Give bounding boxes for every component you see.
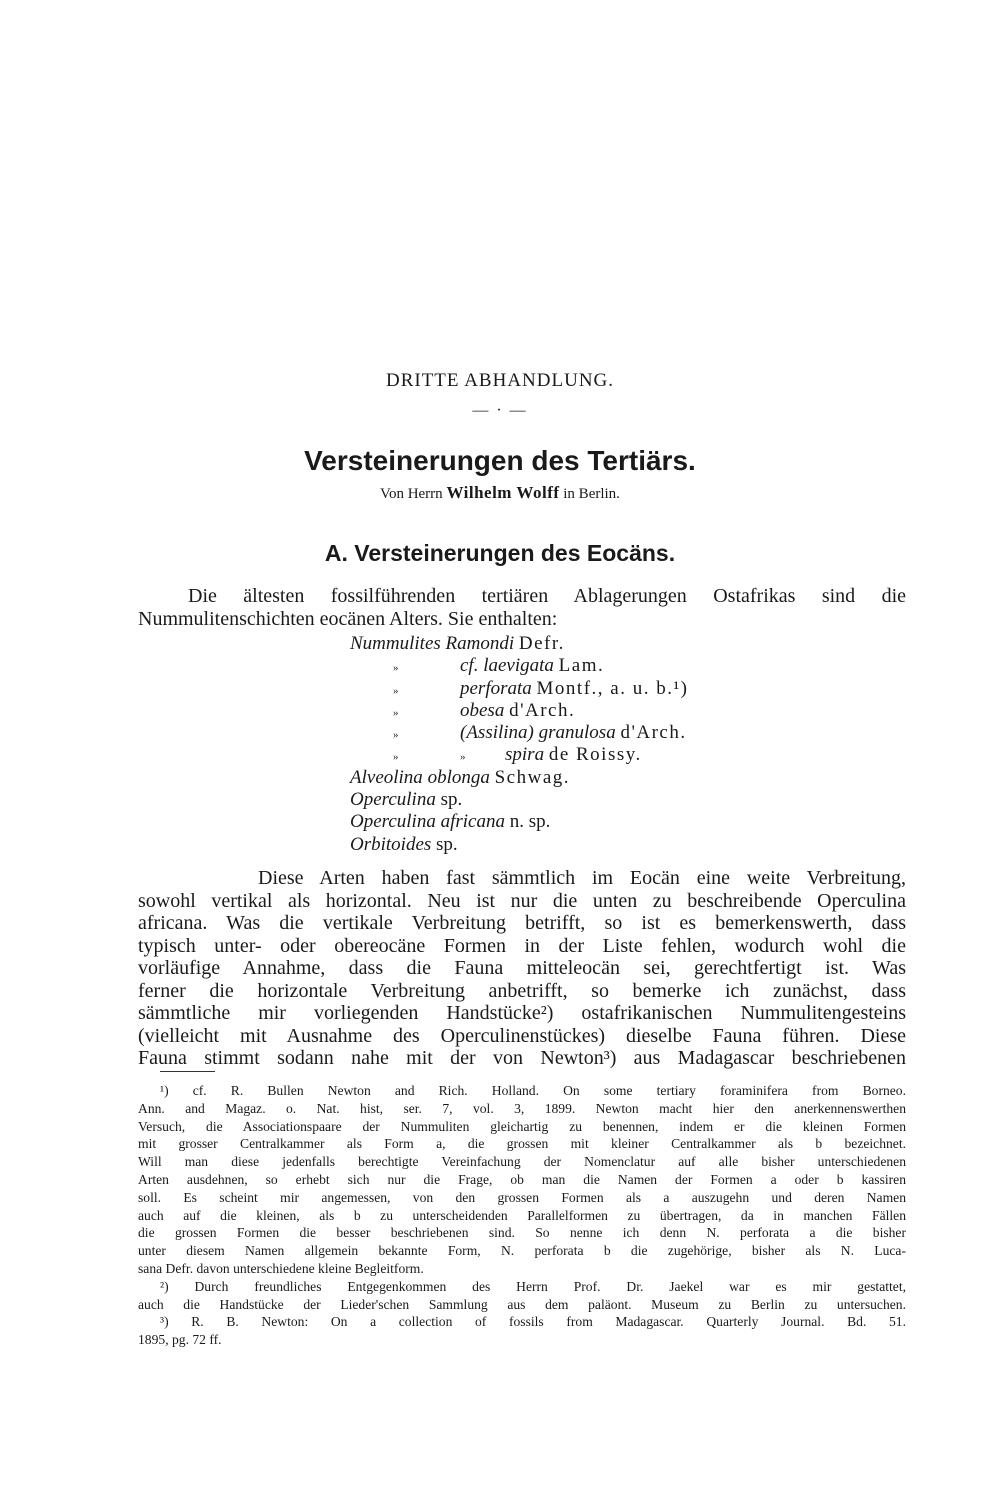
ditto-mark: » (393, 706, 399, 719)
species-name: Ramondi (445, 633, 515, 654)
body-line: sämmtliche mir vorliegenden Handstücke²) ostafrikanischen Nummulitengesteins (138, 1002, 906, 1024)
body-line: (vielleicht mit Ausnahme des Operculinenstückes) dieselbe Fauna führen. Diese (138, 1024, 906, 1047)
footnotes (138, 1082, 906, 1349)
footnote-line: ¹) cf. R. Bullen Newton and Rich. Holland. On some tertiary foraminifera from Borneo. (160, 1083, 906, 1098)
footnote-line: Ann. and Magaz. o. Nat. hist, ser. 7, vol. 3, 1899. Newton macht hier den anerkennenswerthen (138, 1100, 906, 1116)
footnote-line: ²) Durch freundliches Entgegenkommen des Herrn Prof. Dr. Jaekel war es mir gestattet, (160, 1278, 906, 1294)
ditto-mark: » (393, 751, 399, 764)
article-title: Versteinerungen des Tertiärs. (304, 445, 696, 476)
species-genus: Alveolina (350, 766, 423, 788)
species-item (350, 700, 689, 722)
species-item (350, 655, 689, 677)
species-item (350, 834, 689, 856)
species-item (350, 767, 689, 789)
body-line: ferner die horizontale Verbreitung anbetrifft, so bemerke ich zunächst, dass (138, 979, 906, 1002)
footnote-line: die grossen Formen die besser beschriebenen sind. So nenne ich denn N. perforata a die bisher (138, 1225, 906, 1241)
species-item (350, 678, 689, 700)
treatise-heading: DRITTE ABHANDLUNG. (385, 370, 615, 391)
species-name: spira (505, 744, 545, 766)
body-line: sowohl vertikal als horizontal. Neu ist nur die unten zu beschreibende Operculina (138, 889, 906, 912)
footnote-line: Versuch, die Associationspaare der Nummuliten gleichartig zu benennen, indem er die kleinen Formen (138, 1118, 906, 1134)
species-author: Montf., a. u. b.¹) (536, 677, 689, 699)
body-line: Diese Arten haben fast sämmtlich im Eocän eine weite Verbreitung, (258, 867, 906, 889)
byline-suffix: in Berlin. (563, 486, 620, 502)
species-item (350, 789, 689, 811)
species-item (350, 811, 689, 833)
footnote-rule (160, 1071, 215, 1072)
species-author: Lam. (558, 655, 605, 677)
section-title: A. Versteinerungen des Eocäns. (324, 540, 676, 566)
species-author: n. sp. (509, 811, 551, 833)
intro-line: Die ältesten fossilführenden tertiären Ablagerungen Ostafrikas sind die (188, 585, 906, 607)
body-line: africana. Was die vertikale Verbreitung betrifft, so ist es bemerkenswerth, dass (138, 912, 906, 934)
intro-line: Nummulitenschichten eocänen Alters. Sie enthalten: (138, 607, 558, 630)
species-genus: Nummulites (350, 633, 441, 654)
species-name: obesa (460, 699, 505, 721)
footnote-line: sana Defr. davon unterschiedene kleine Begleitform. (138, 1260, 424, 1276)
ditto-mark: » (460, 751, 466, 764)
species-author: d'Arch. (509, 699, 576, 721)
footnote-line: Arten ausdehnen, so erhebt sich nur die Frage, ob man die Namen der Formen a oder b kassiren (138, 1171, 906, 1187)
byline (0, 483, 1000, 503)
footnote-line: ³) R. B. Newton: On a collection of fossils from Madagascar. Quarterly Journal. Bd. 51. (160, 1314, 906, 1330)
footnote-line: auch auf die kleinen, als b zu unterscheidenden Parallelformen zu übertragen, da in manchen Fällen (138, 1207, 906, 1223)
species-name: (Assilina) granulosa (460, 722, 616, 744)
heading-separator: — · — (472, 402, 528, 419)
species-author: Defr. (518, 633, 565, 654)
author-name: Wilhelm Wolff (446, 483, 560, 502)
footnote-line: auch die Handstücke der Lieder'schen Sammlung aus dem paläont. Museum zu Berlin zu untersuchen. (138, 1296, 906, 1312)
body-paragraph (138, 867, 906, 1070)
species-item (350, 633, 689, 655)
species-item (350, 722, 689, 744)
footnote-line: unter diesem Namen allgemein bekannte Form, N. perforata b die zugehörige, bisher als N. Luca- (138, 1243, 906, 1259)
ditto-mark: » (393, 684, 399, 697)
byline-prefix: Von Herrn (380, 486, 443, 502)
species-name: perforata (460, 677, 532, 699)
footnote-line: mit grosser Centralkammer als Form a, die grossen mit kleiner Centralkammer als b bezeichnet. (138, 1136, 906, 1152)
species-genus: Operculina (350, 789, 436, 811)
footnote-line: soll. Es scheint mir angemessen, von den grossen Formen als a auszugehn und deren Namen (138, 1189, 906, 1205)
species-name: oblonga (427, 766, 490, 788)
species-author: de Roissy. (548, 744, 642, 766)
species-author: sp. (436, 833, 458, 855)
species-genus: Orbitoides (350, 833, 432, 855)
species-name: cf. laevigata (460, 655, 554, 677)
footnote-line: 1895, pg. 72 ff. (138, 1332, 222, 1348)
species-name: africana (440, 811, 505, 833)
species-list (350, 633, 689, 856)
body-line: typisch unter- oder obereocäne Formen in der Liste fehlen, wodurch wohl die (138, 934, 906, 957)
species-item (350, 744, 689, 766)
ditto-mark: » (393, 729, 399, 742)
intro-paragraph (138, 585, 906, 630)
ditto-mark: » (393, 662, 399, 675)
body-line: vorläufige Annahme, dass die Fauna mitteleocän sei, gerechtfertigt ist. Was (138, 957, 906, 979)
species-author: d'Arch. (620, 722, 687, 744)
species-author: Schwag. (494, 766, 570, 788)
footnote-line: Will man diese jedenfalls berechtigte Vereinfachung der Nomenclatur auf alle bisher unterschiedenen (138, 1154, 906, 1170)
species-genus: Operculina (350, 811, 436, 833)
species-author: sp. (440, 789, 463, 811)
body-line: Fauna stimmt sodann nahe mit der von Newton³) aus Madagascar beschriebenen (138, 1047, 906, 1069)
